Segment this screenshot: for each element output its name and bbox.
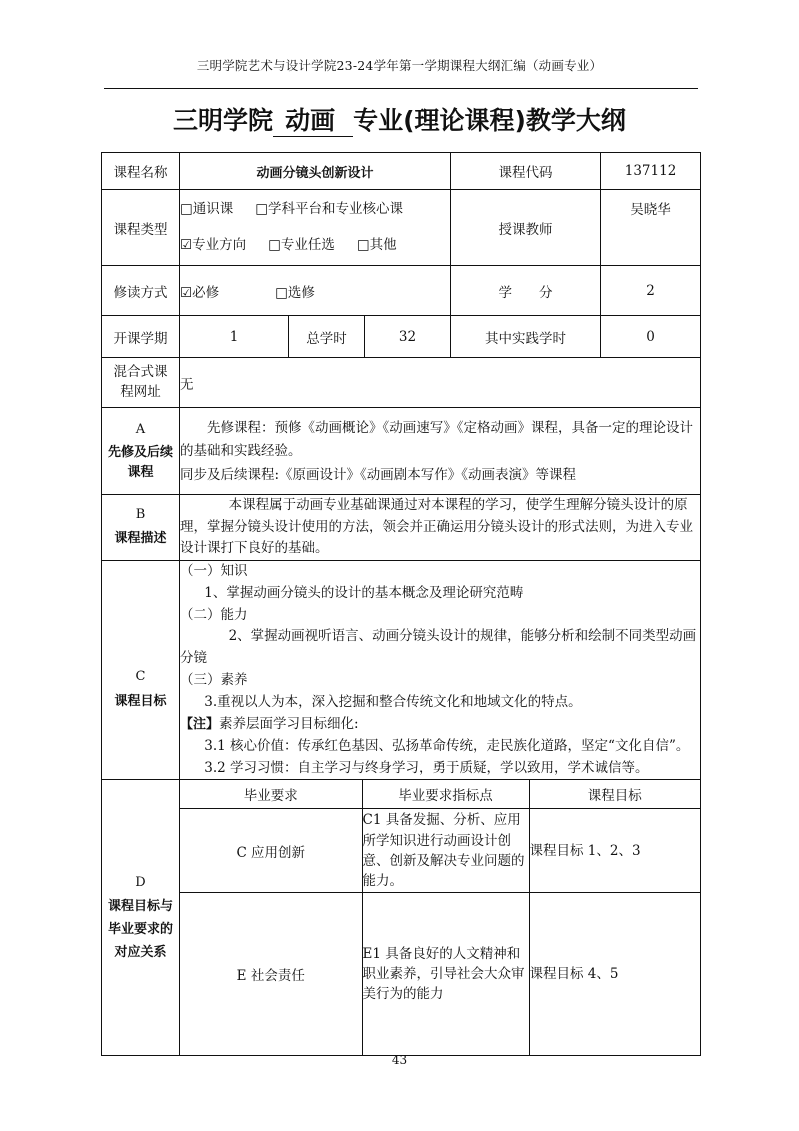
label-b xyxy=(102,495,180,561)
ability-item: 2、掌握动画视听语言、动画分镜头设计的规律，能够分析和绘制不同类型动画分镜 xyxy=(180,628,697,667)
mapping-req: C 应用创新 xyxy=(180,809,362,893)
row-url xyxy=(102,358,701,408)
opt-elective[interactable]: □选修 xyxy=(275,284,315,301)
opt-direction[interactable]: ☑专业方向 xyxy=(180,236,247,253)
mapping-row xyxy=(180,809,700,893)
value-course-code: 137112 xyxy=(601,153,701,190)
letter-d: D xyxy=(135,875,146,891)
row-b xyxy=(102,495,701,561)
knowledge-item: 1、掌握动画分镜头的设计的基本概念及理论研究范畴 xyxy=(204,584,524,601)
opt-required[interactable]: ☑必修 xyxy=(180,284,220,301)
note-item-2: 3.2 学习习惯：自主学习与终身学习，勇于质疑，学以致用，学术诚信等。 xyxy=(204,759,649,776)
syllabus-table xyxy=(101,152,701,1056)
content-a xyxy=(180,408,701,495)
row-c xyxy=(102,560,701,780)
follow-text: 同步及后续课程:《原画设计》《动画剧本写作》《动画表演》等课程 xyxy=(180,466,577,483)
mapping-header xyxy=(180,780,700,809)
letter-c: C xyxy=(135,669,146,685)
mapping-indicator: C1 具备发掘、分析、应用所学知识进行动画设计创意、创新及解决专业问题的能力。 xyxy=(362,809,529,893)
label-teacher: 授课教师 xyxy=(451,190,601,266)
quality-head: （三）素养 xyxy=(180,672,248,689)
mapping-row xyxy=(180,893,700,1055)
label-d xyxy=(102,780,180,1056)
label-total-hours: 总学时 xyxy=(289,316,365,358)
value-url: 无 xyxy=(180,358,701,408)
label-c xyxy=(102,560,180,780)
note-item-1: 3.1 核心价值：传承红色基因、弘扬革命传统，走民族化道路，坚定“文化自信”。 xyxy=(204,737,690,754)
label-course-code: 课程代码 xyxy=(451,153,601,190)
course-type-options xyxy=(180,190,451,266)
opt-general[interactable]: □通识课 xyxy=(180,201,234,218)
content-b xyxy=(180,495,701,561)
page-number: 43 xyxy=(391,1053,408,1067)
value-practice-hours: 0 xyxy=(601,316,701,358)
row-term xyxy=(102,316,701,358)
mapping-table xyxy=(180,780,700,1055)
col-indicator: 毕业要求指标点 xyxy=(362,780,529,809)
title-major-blank xyxy=(273,107,353,137)
letter-b: B xyxy=(135,506,146,522)
title-school: 三明学院 xyxy=(173,106,274,135)
title-suffix: 专业(理论课程)教学大纲 xyxy=(353,106,626,135)
opt-other[interactable]: □其他 xyxy=(356,236,397,253)
label-a-text: 先修及后续课程 xyxy=(107,444,173,481)
value-teacher: 吴晓华 xyxy=(601,190,701,266)
value-credit: 2 xyxy=(601,266,701,316)
row-a xyxy=(102,408,701,495)
label-d-text: 课程目标与毕业要求的对应关系 xyxy=(108,899,174,960)
note-head: 【注】 xyxy=(180,716,220,732)
col-graduation-req: 毕业要求 xyxy=(180,780,362,809)
col-course-target: 课程目标 xyxy=(529,780,700,809)
row-d xyxy=(102,780,701,1056)
label-practice-hours: 其中实践学时 xyxy=(451,316,601,358)
opt-core[interactable]: □学科平台和专业核心课 xyxy=(255,201,404,218)
label-study-mode: 修读方式 xyxy=(102,266,180,316)
label-credit: 学 分 xyxy=(451,266,601,316)
label-course-name: 课程名称 xyxy=(102,153,180,190)
mapping-indicator: E1 具备良好的人文精神和职业素养，引导社会大众审美行为的能力 xyxy=(362,893,529,1055)
label-a xyxy=(102,408,180,495)
label-c-text: 课程目标 xyxy=(114,694,167,710)
value-term: 1 xyxy=(180,316,289,358)
row-course-name xyxy=(102,153,701,190)
mapping-target: 课程目标 1、2、3 xyxy=(529,809,700,893)
knowledge-head: （一）知识 xyxy=(180,562,248,579)
header-rule xyxy=(104,88,698,89)
note-text: 素养层面学习目标细化: xyxy=(219,715,359,732)
ability-head: （二）能力 xyxy=(180,606,248,623)
desc-text: 本课程属于动画专业基础课通过对本课程的学习，使学生理解分镜头设计的原理，掌握分镜头设计使用的方法，领会并正确运用分镜头设计的形式法则，为进入专业设计课打下良好的基础。 xyxy=(180,497,693,557)
label-b-text: 课程描述 xyxy=(114,531,167,547)
label-term: 开课学期 xyxy=(102,316,180,358)
prereq-text: 先修课程：预修《动画概论》《动画速写》《定格动画》课程，具备一定的理论设计的基础和实践经验。 xyxy=(180,420,693,460)
label-url: 混合式课程网址 xyxy=(102,358,180,408)
note-line xyxy=(180,714,700,736)
mapping-req: E 社会责任 xyxy=(180,893,362,1055)
title-major: 动画 xyxy=(285,106,336,135)
row-study-mode xyxy=(102,266,701,316)
quality-item: 3.重视以人为本，深入挖掘和整合传统文化和地域文化的特点。 xyxy=(204,693,582,710)
mapping-target: 课程目标 4、5 xyxy=(529,893,700,1055)
running-header: 三明学院艺术与设计学院23-24学年第一学期课程大纲汇编（动画专业） xyxy=(196,58,603,73)
value-course-name: 动画分镜头创新设计 xyxy=(180,153,451,190)
mapping-cell xyxy=(180,780,701,1056)
study-mode-options xyxy=(180,266,451,316)
content-c xyxy=(180,560,701,780)
row-course-type xyxy=(102,190,701,266)
letter-a: A xyxy=(135,421,146,437)
label-course-type: 课程类型 xyxy=(102,190,180,266)
opt-optional[interactable]: □专业任选 xyxy=(268,236,335,253)
value-total-hours: 32 xyxy=(365,316,451,358)
document-title xyxy=(0,101,799,137)
